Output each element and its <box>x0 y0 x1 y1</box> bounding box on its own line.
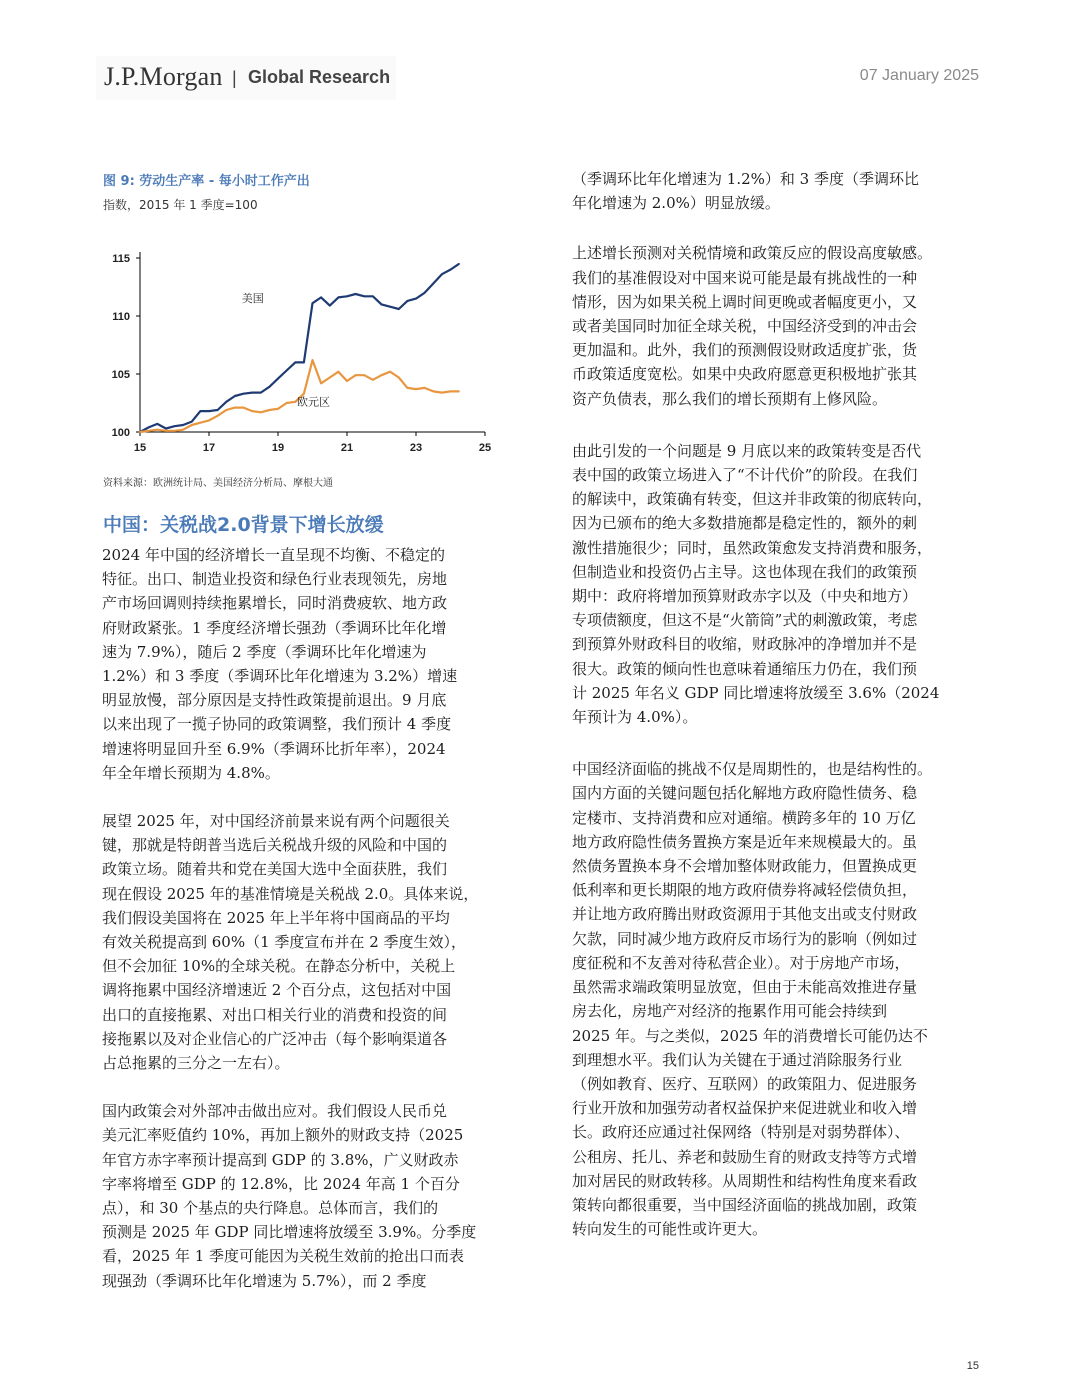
data-point <box>148 427 150 429</box>
text-line: 但制造业和投资仍占主导。这也体现在我们的政策预 <box>572 562 918 581</box>
productivity-chart <box>100 240 500 462</box>
data-point <box>174 430 176 432</box>
data-point <box>217 409 219 411</box>
text-line: 出口的直接拖累、对出口相关行业的消费和投资的间 <box>102 1005 448 1024</box>
data-point <box>182 424 184 426</box>
text-line: 点），和 30 个基点的央行降息。总体而言，我们的 <box>102 1199 439 1218</box>
data-point <box>398 377 400 379</box>
y-tick-label: 100 <box>111 427 130 439</box>
paragraph <box>572 241 992 410</box>
text-line: 有效关税提高到 60%（1 季度宣布并在 2 季度生效）， <box>102 933 467 952</box>
data-point <box>372 379 374 381</box>
data-point <box>355 374 357 376</box>
text-line: 政策立场。随着共和党在美国大选中全面获胜，我们 <box>102 860 448 879</box>
text-line: 展望 2025 年，对中国经济前景来说有两个问题很关 <box>102 812 450 831</box>
data-point <box>320 297 322 299</box>
x-tick-label: 15 <box>133 442 147 454</box>
paragraph <box>572 439 992 729</box>
text-line: 年预计为 4.0%）。 <box>572 708 698 727</box>
text-line: 2024 年中国的经济增长一直呈现不均衡、不稳定的 <box>102 546 445 564</box>
y-tick-label: 110 <box>112 311 130 323</box>
text-line: 情形，因为如果关税上调时间更晚或者幅度更小，又 <box>572 292 918 311</box>
page-number: 15 <box>966 1360 979 1372</box>
data-point <box>286 370 288 372</box>
data-point <box>139 431 141 433</box>
data-point <box>226 409 228 411</box>
figure-title: 图 9: 劳动生产率 - 每小时工作产出 <box>103 174 310 189</box>
data-point <box>329 377 331 379</box>
text-line: （季调环比年化增速为 1.2%）和 3 季度（季调环比 <box>572 170 919 188</box>
data-point <box>441 392 443 394</box>
data-point <box>355 293 357 295</box>
text-line: 到理想水平。我们认为关键在于通过消除服务行业 <box>572 1050 903 1069</box>
text-line: 年全年增长预期为 4.8%。 <box>102 763 280 782</box>
y-tick-label: 115 <box>112 253 130 265</box>
text-line: 现在假设 2025 年的基准情境是关税战 2.0。具体来说， <box>102 884 479 903</box>
data-point <box>364 374 366 376</box>
text-line: 欠款，同时减少地方政府反市场行为的影响（例如过 <box>572 929 918 948</box>
x-tick-label: 21 <box>340 442 354 454</box>
data-point <box>338 297 340 299</box>
data-point <box>398 308 400 310</box>
x-tick-label: 17 <box>202 442 216 454</box>
data-point <box>260 392 262 394</box>
text-line: 美元汇率贬值约 10%，再加上额外的财政支持（2025 <box>102 1126 464 1145</box>
text-line: 中国经济面临的挑战不仅是周期性的，也是结构性的。 <box>572 760 933 779</box>
data-point <box>441 273 443 275</box>
data-point <box>234 395 236 397</box>
text-line: 现强劲（季调环比年化增速为 5.7%），而 2 季度 <box>102 1271 427 1290</box>
data-point <box>200 422 202 424</box>
text-line: 长。政府还应通过社保网络（特别是对弱势群体）、 <box>572 1123 910 1142</box>
data-point <box>157 429 159 431</box>
data-point <box>320 383 322 385</box>
data-point <box>226 401 228 403</box>
data-point <box>191 424 193 426</box>
data-point <box>303 362 305 364</box>
text-line: 行业开放和加强劳动者权益保护来促进就业和收入增 <box>572 1099 918 1118</box>
text-line: 虽然需求端政策明显放宽，但由于未能高效推进存量 <box>572 978 918 997</box>
data-point <box>364 296 366 298</box>
data-point <box>243 407 245 409</box>
paragraph <box>102 1099 522 1293</box>
series-label: 美国 <box>241 293 264 306</box>
data-point <box>174 425 176 427</box>
data-point <box>389 371 391 373</box>
text-line: 度征税和不友善对待私营企业）。对于房地产市场， <box>572 953 910 972</box>
data-point <box>433 283 435 285</box>
data-point <box>260 412 262 414</box>
data-point <box>165 430 167 432</box>
data-point <box>295 401 297 403</box>
data-point <box>251 392 253 394</box>
data-point <box>424 387 426 389</box>
text-line: 币政策适度宽松。如果中央政府愿意更积极地扩张其 <box>572 365 918 384</box>
text-line: 因为已颁布的绝大多数措施都是稳定性的，额外的刺 <box>572 514 918 533</box>
text-line: 2025 年。与之类似，2025 年的消费增长可能仍达不 <box>572 1026 928 1045</box>
text-line: 公租房、托儿、养老和鼓励生育的财政支持等方式增 <box>572 1147 918 1166</box>
text-line: 接拖累以及对企业信心的广泛冲击（每个影响渠道各 <box>102 1029 448 1048</box>
section-title: 中国：关税战2.0背景下增长放缓 <box>103 514 384 536</box>
data-point <box>269 409 271 411</box>
data-point <box>251 410 253 412</box>
x-tick-label: 23 <box>409 442 423 454</box>
text-line: 或者美国同时加征全球关税，中国经济受到的冲击会 <box>572 317 918 336</box>
text-line: 以来出现了一揽子协同的政策调整，我们预计 4 季度 <box>102 715 452 734</box>
data-point <box>269 386 271 388</box>
text-line: 定楼市、支持消费和应对通缩。横跨多年的 10 万亿 <box>572 808 916 827</box>
data-point <box>415 388 417 390</box>
text-line: 资产负债表，那么我们的增长预期有上修风险。 <box>572 389 888 408</box>
data-point <box>415 298 417 300</box>
data-point <box>303 393 305 395</box>
text-line: （例如教育、医疗、互联网）的政策阻力、促进服务 <box>572 1074 918 1093</box>
paragraph <box>102 543 522 785</box>
data-point <box>157 423 159 425</box>
figure-source: 资料来源：欧洲统计局、美国经济分析局、摩根大通 <box>103 478 333 489</box>
y-tick-label: 105 <box>111 369 130 381</box>
data-point <box>346 380 348 382</box>
data-point <box>277 408 279 410</box>
text-line: 但不会加征 10%的全球关税。在静态分析中，关税上 <box>102 957 456 976</box>
text-line: 计 2025 年名义 GDP 同比增速将放缓至 3.6%（2024 <box>572 683 940 702</box>
data-point <box>200 410 202 412</box>
text-line: 1.2%）和 3 季度（季调环比年化增速为 3.2%）增速 <box>102 667 458 686</box>
text-line: 策转向都很重要，当中国经济面临的挑战加剧，政策 <box>572 1195 918 1214</box>
text-line: 我们的基准假设对中国来说可能是最有挑战性的一种 <box>572 268 918 287</box>
data-point <box>148 430 150 432</box>
paragraph <box>102 809 522 1075</box>
text-line: 预测是 2025 年 GDP 同比增速将放缓至 3.9%。分季度 <box>102 1223 477 1242</box>
text-line: 键，那就是特朗普当选后关税战升级的风险和中国的 <box>102 836 448 855</box>
data-point <box>312 359 314 361</box>
data-point <box>312 302 314 304</box>
data-point <box>407 300 409 302</box>
paragraph <box>572 757 992 1241</box>
text-line: 然债务置换本身不会增加整体财政能力，但置换成更 <box>572 857 918 876</box>
data-point <box>329 305 331 307</box>
text-line: 看，2025 年 1 季度可能因为关税生效前的抢出口而表 <box>102 1247 465 1266</box>
data-point <box>424 292 426 294</box>
header-separator: | <box>232 68 237 88</box>
data-point <box>433 391 435 393</box>
brand-logo: J.P.Morgan <box>104 62 223 91</box>
text-line: 速为 7.9%），随后 2 季度（季调环比年化增速为 <box>102 642 427 661</box>
paragraph <box>572 167 992 215</box>
text-line: 房去化，房地产对经济的拖累作用可能会持续到 <box>572 1002 888 1021</box>
text-line: 专项债额度，但这不是“火箭筒”式的刺激政策，考虑 <box>572 611 918 630</box>
text-line: 低利率和更长期限的地方政府债券将减轻偿债负担， <box>572 881 918 900</box>
text-line: 国内方面的关键问题包括化解地方政府隐性债务、稳 <box>572 784 918 803</box>
text-line: 很大。政策的倾向性也意味着通缩压力仍在，我们预 <box>572 659 918 678</box>
data-point <box>450 269 452 271</box>
header-division: Global Research <box>248 67 391 87</box>
text-line: 产市场回调则持续拖累增长，同时消费疲软、地方政 <box>102 594 448 613</box>
data-point <box>458 263 460 265</box>
x-tick-label: 25 <box>478 442 492 454</box>
text-line: 上述增长预测对关税情境和政策反应的假设高度敏感。 <box>572 244 933 263</box>
series-label: 欧元区 <box>296 396 330 409</box>
text-line: 表中国的政策立场进入了“不计代价”的阶段。在我们 <box>572 466 918 485</box>
data-point <box>286 402 288 404</box>
data-point <box>389 306 391 308</box>
data-point <box>165 428 167 430</box>
left-column <box>102 543 522 1293</box>
data-point <box>338 371 340 373</box>
text-line: 占总拖累的三分之一左右）。 <box>102 1054 290 1073</box>
data-point <box>346 296 348 298</box>
header-date: 07 January 2025 <box>859 67 979 84</box>
text-line: 由此引发的一个问题是 9 月底以来的政策转变是否代 <box>572 441 922 460</box>
data-point <box>182 429 184 431</box>
text-line: 府财政紧张。1 季度经济增长强劲（季调环比年化增 <box>102 618 447 637</box>
data-point <box>407 387 409 389</box>
text-line: 特征。出口、制造业投资和绿色行业表现领先，房地 <box>102 570 448 589</box>
text-line: 字率将增至 GDP 的 12.8%，比 2024 年高 1 个百分 <box>102 1174 460 1193</box>
text-line: 加对居民的财政转移。从周期性和结构性角度来看政 <box>572 1171 918 1190</box>
data-point <box>295 362 297 364</box>
data-point <box>372 296 374 298</box>
text-line: 更加温和。此外，我们的预测假设财政适度扩张，货 <box>572 341 918 360</box>
data-point <box>381 374 383 376</box>
data-point <box>243 393 245 395</box>
text-line: 地方政府隐性债务置换方案是近年来规模最大的。虽 <box>572 832 918 851</box>
text-line: 到预算外财政科目的收缩，财政脉冲的净增加并不是 <box>572 635 918 654</box>
text-line: 国内政策会对外部冲击做出应对。我们假设人民币兑 <box>102 1102 448 1121</box>
data-point <box>217 415 219 417</box>
text-line: 调将拖累中国经济增速近 2 个百分点，这包括对中国 <box>102 981 452 1000</box>
text-line: 的解读中，政策确有转变，但这并非政策的彻底转向， <box>572 490 933 509</box>
text-line: 我们假设美国将在 2025 年上半年将中国商品的平均 <box>102 908 450 927</box>
text-line: 激性措施很少；同时，虽然政策愈发支持消费和服务， <box>572 538 933 557</box>
text-line: 并让地方政府腾出财政资源用于其他支出或支付财政 <box>572 905 918 924</box>
text-line: 年官方赤字率预计提高到 GDP 的 3.8%，广义财政赤 <box>102 1150 459 1169</box>
data-point <box>458 391 460 393</box>
text-line: 年化增速为 2.0%）明显放缓。 <box>572 194 780 213</box>
text-line: 期中：政府将增加预算财政赤字以及（中央和地方） <box>572 587 918 606</box>
data-point <box>381 304 383 306</box>
data-point <box>277 378 279 380</box>
text-line: 增速将明显回升至 6.9%（季调环比折年率），2024 <box>102 739 446 758</box>
data-point <box>450 391 452 393</box>
text-line: 明显放慢，部分原因是支持性政策提前退出。9 月底 <box>102 691 447 710</box>
data-point <box>234 407 236 409</box>
text-line: 转向发生的可能性或许更大。 <box>572 1220 768 1239</box>
x-tick-label: 19 <box>271 442 285 454</box>
data-point <box>208 420 210 422</box>
data-point <box>191 421 193 423</box>
right-column <box>572 167 992 1241</box>
data-point <box>208 410 210 412</box>
figure-subtitle: 指数，2015 年 1 季度=100 <box>103 198 258 212</box>
